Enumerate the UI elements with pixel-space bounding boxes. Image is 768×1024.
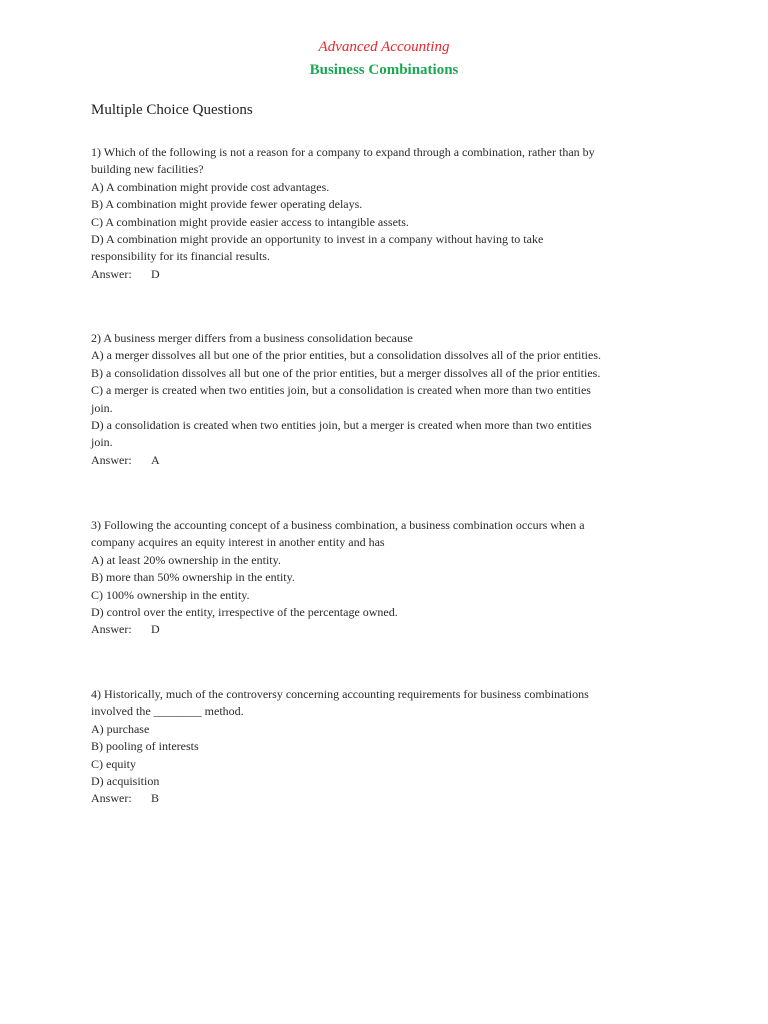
answer-line xyxy=(91,790,691,807)
document-title: Advanced Accounting xyxy=(318,39,450,55)
option-b: B) a consolidation dissolves all but one of the prior entities, but a merger dissolves all of the prior entities. xyxy=(91,365,601,380)
option-d: D) acquisition xyxy=(91,774,160,789)
question-4 xyxy=(91,686,691,808)
option-b: B) more than 50% ownership in the entity. xyxy=(91,570,295,585)
question-2 xyxy=(91,330,691,469)
option-d-continued: join. xyxy=(91,435,113,450)
answer-label: Answer: xyxy=(91,452,132,467)
document-subtitle: Business Combinations xyxy=(309,62,459,78)
answer-label: Answer: xyxy=(91,791,132,806)
option-a: A) at least 20% ownership in the entity. xyxy=(91,552,281,567)
answer-value: A xyxy=(151,452,160,467)
question-stem-line: company acquires an equity interest in another entity and has xyxy=(91,535,385,550)
question-stem-line: 2) A business merger differs from a business consolidation because xyxy=(91,331,413,345)
option-c-continued: join. xyxy=(91,400,113,415)
question-stem-line: building new facilities? xyxy=(91,162,204,177)
option-d: D) control over the entity, irrespective of the percentage owned. xyxy=(91,605,398,620)
option-d: D) A combination might provide an opportunity to invest in a company without having to take xyxy=(91,232,544,247)
option-d: D) a consolidation is created when two entities join, but a merger is created when more than two entities xyxy=(91,418,592,433)
option-b: B) pooling of interests xyxy=(91,739,199,754)
answer-line xyxy=(91,452,691,469)
question-stem-line: 3) Following the accounting concept of a business combination, a business combination occurs when a xyxy=(91,518,585,532)
answer-value: D xyxy=(151,266,160,281)
answer-value: D xyxy=(151,622,160,637)
option-d-continued: responsibility for its financial results. xyxy=(91,249,270,264)
answer-value: B xyxy=(151,791,160,806)
question-3 xyxy=(91,517,691,639)
answer-label: Answer: xyxy=(91,622,132,637)
option-b: B) A combination might provide fewer operating delays. xyxy=(91,197,363,212)
answer-line xyxy=(91,266,691,283)
question-stem-line: 1) Which of the following is not a reason for a company to expand through a combination, rather than by xyxy=(91,145,595,159)
option-a: A) A combination might provide cost advantages. xyxy=(91,179,330,194)
question-1 xyxy=(91,144,691,283)
option-c: C) 100% ownership in the entity. xyxy=(91,587,250,602)
option-c: C) A combination might provide easier access to intangible assets. xyxy=(91,214,409,229)
section-heading: Multiple Choice Questions xyxy=(91,102,253,118)
option-a: A) a merger dissolves all but one of the prior entities, but a consolidation dissolves all of the prior entities. xyxy=(91,348,602,363)
option-a: A) purchase xyxy=(91,721,150,736)
answer-line xyxy=(91,621,691,638)
answer-label: Answer: xyxy=(91,266,132,281)
option-c: C) equity xyxy=(91,756,136,771)
question-stem-line: 4) Historically, much of the controversy concerning accounting requirements for business combinations xyxy=(91,687,589,701)
option-c: C) a merger is created when two entities join, but a consolidation is created when more than two entities xyxy=(91,383,591,398)
question-stem-line: involved the ________ method. xyxy=(91,704,244,719)
